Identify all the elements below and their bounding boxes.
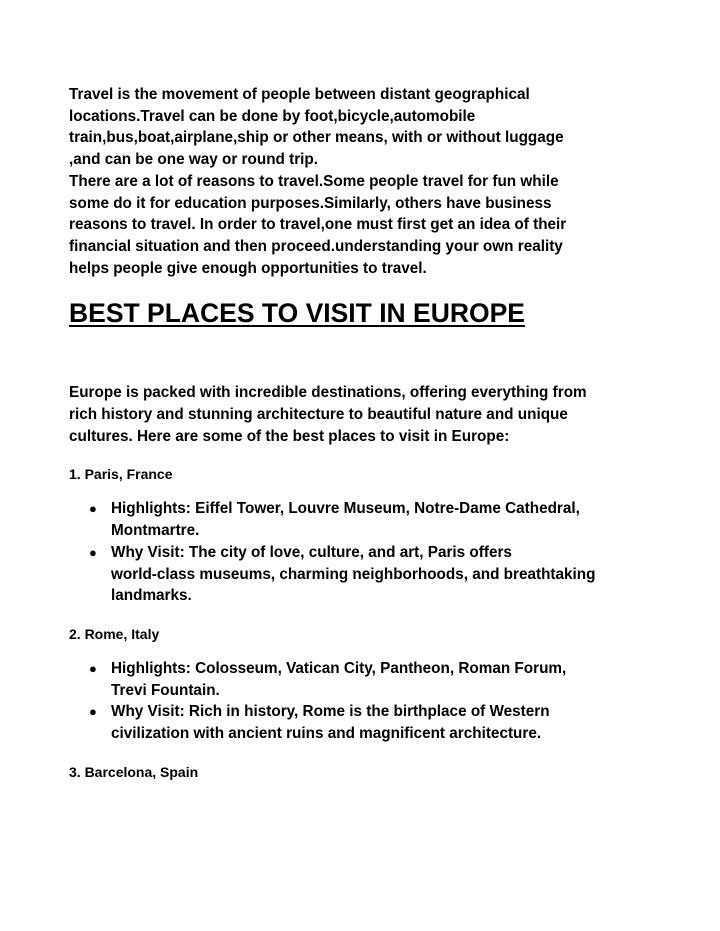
bullet-text: Why Visit: The city of love, culture, and art, Paris offers world-class museums, charming neighborhoods, and breathtaking landmarks. — [111, 543, 596, 605]
bullet-text: Highlights: Eiffel Tower, Louvre Museum, Notre-Dame Cathedral, Montmartre. — [111, 500, 580, 540]
bullet-icon: ● — [89, 660, 97, 676]
europe-intro-paragraph: Europe is packed with incredible destinations, offering everything from rich history and stunning architecture to beautiful nature and unique cultures. Here are some of the best places to visit in Europe: — [69, 384, 587, 445]
bullet-list — [69, 658, 649, 745]
list-item — [89, 658, 649, 701]
intro-paragraph: Travel is the movement of people between distant geographical locations.Travel can be done by foot,bicycle,automobile train,bus,boat,airplane,ship or other means, with or without luggage ,and can be one way or round trip. There are a lot of reasons to travel.Some people travel for fun while some do it for education purposes.Similarly, others have business reasons to travel. In order to travel,one must first get an idea of their financial situation and then proceed.understanding your own reality helps people give enough opportunities to travel. — [69, 86, 567, 277]
bullet-icon: ● — [89, 501, 97, 517]
place-section-rome — [69, 623, 649, 745]
bullet-list — [69, 498, 649, 607]
place-title: 3. Barcelona, Spain — [69, 763, 199, 780]
bullet-icon: ● — [89, 704, 97, 720]
place-title: 2. Rome, Italy — [69, 625, 160, 642]
document-page — [69, 84, 649, 783]
place-section-paris — [69, 463, 649, 607]
list-item — [89, 542, 649, 607]
bullet-text: Highlights: Colosseum, Vatican City, Pantheon, Roman Forum, Trevi Fountain. — [111, 659, 567, 699]
list-item — [89, 701, 649, 744]
place-title: 1. Paris, France — [69, 466, 173, 483]
bullet-text: Why Visit: Rich in history, Rome is the birthplace of Western civilization with ancient ruins and magnificent architecture. — [111, 703, 550, 743]
list-item — [89, 498, 649, 541]
place-section-barcelona — [69, 761, 649, 783]
bullet-icon: ● — [89, 544, 97, 560]
section-heading: BEST PLACES TO VISIT IN EUROPE — [69, 298, 525, 329]
